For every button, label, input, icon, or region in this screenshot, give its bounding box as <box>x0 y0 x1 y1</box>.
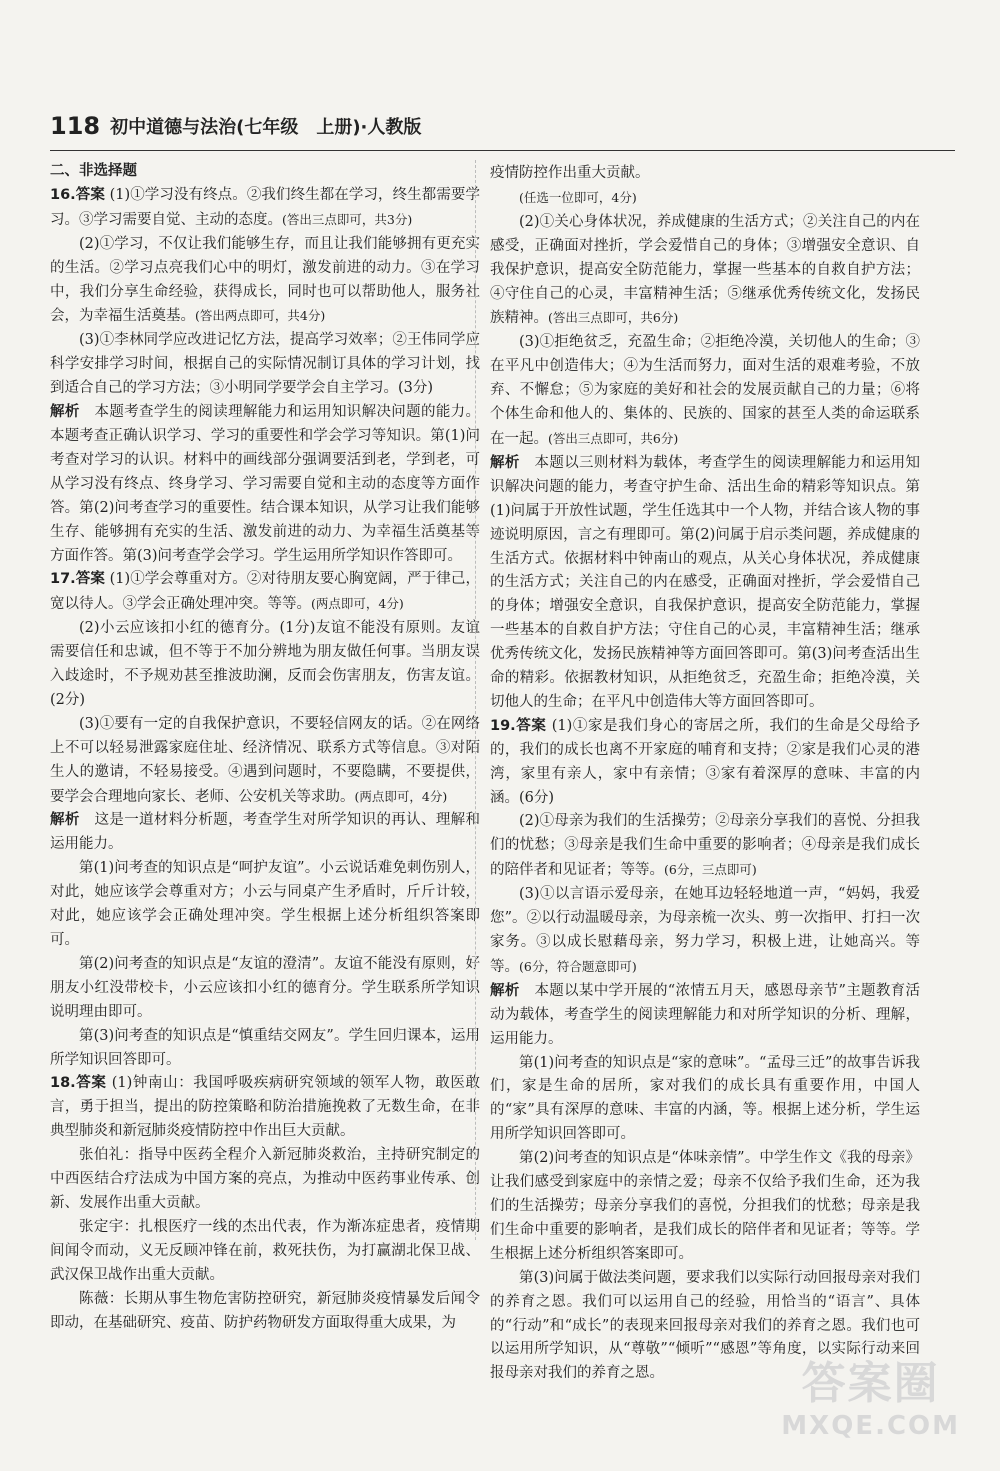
paragraph-text: 第(3)问属于做法类问题，要求我们以实际行动回报母亲对我们的养育之恩。我们可以运用自己的经验，用恰当的“语言”、具体的“行动”和“成长”的表现来回报母亲对我们的养育之恩。我们也可以运用所学知识，从“尊敬”“倾听”“感恩”等角度，以实际行动来回报母亲对我们的养育之恩。 <box>490 1269 920 1382</box>
paragraph-text: (2)①关心身体状况，养成健康的生活方式；②关注自己的内在感受，正确面对挫折，学会爱惜自己的身体；③增强安全意识、自我保护意识，提高安全防范能力，掌握一些基本的自救自护方法；④守住自己的心灵，丰富精神生活；⑤继承优秀传统文化，发扬民族精神。 <box>490 213 920 327</box>
paragraph-text: 本题以某中学开展的“浓情五月天，感恩母亲节”主题教育活动为载体，考查学生的阅读理解能力和对所学知识的分析、理解，运用能力。 <box>490 982 921 1047</box>
paragraph-text: (3)①以言语示爱母亲，在她耳边轻轻地道一声，“妈妈，我爱您”。②以行动温暖母亲，为母亲梳一次头、剪一次指甲、打扫一次家务。③以成长慰藉母亲，努力学习，积极上进，让她高兴。等等。 <box>490 886 920 975</box>
paragraph-text: (3)①拒绝贫乏，充盈生命；②拒绝冷漠，关切他人的生命；③在平凡中创造伟大；④为生活而努力，面对生活的艰难考验，不放弃、不懈怠；⑤为家庭的美好和社会的发展贡献自己的力量；⑥将个体生命和他人的、集体的、民族的、国家的甚至人类的命运联系在一起。 <box>490 334 920 447</box>
score-note: (6分，符合题意即可) <box>519 958 637 974</box>
paragraph-text: (1)①家是我们身心的寄居之所，我们的生命是父母给予的，我们的成长也离不开家庭的哺育和支持；②家是我们心灵的港湾，家里有亲人，家中有亲情；③家有着深厚的意味、丰富的内涵。(6分) <box>490 717 920 806</box>
answer-paragraph <box>490 186 920 211</box>
paragraph-text: 疫情防控作出重大贡献。 <box>490 165 650 181</box>
right-column <box>490 162 920 1386</box>
paragraph-text: 本题以三则材料为载体，考查学生的阅读理解能力和运用知识解决问题的能力，考查守护生命、活出生命的精彩等知识点。第(1)问属于开放性试题，学生任选其中一个人物，并结合该人物的事迹说明原因，言之有理即可。第(2)问属于启示类问题，养成健康的生活方式。依据材料中钟南山的观点，从关心身体状况，养成健康的生活方式；关注自己的内在感受，正确面对挫折，学会爱惜自己的身体；增强安全意识，自我保护意识，提高安全防范能力，掌握一些基本的自救自护方法；守住自己的心灵，丰富精神生活；继承优秀传统文化，发扬民族精神等方面回答即可。第(3)问考查活出生命的精彩。依据教材知识，从拒绝贫乏，充盈生命；拒绝冷漠，关切他人的生命；在平凡中创造伟大等方面回答即可。 <box>490 454 921 710</box>
paragraph-text: (1)①学会尊重对方。②对待朋友要心胸宽阔，严于律己，宽以待人。③学会正确处理冲突。等等。 <box>50 571 480 613</box>
header-rule <box>50 150 955 151</box>
paragraph-text: 本题考查学生的阅读理解能力和运用知识解决问题的能力。本题考查正确认识学习、学习的重要性和学会学习等知识。第(1)问考查对学习的认识。材料中的画线部分强调要活到老，学到老，可从学习没有终点、终身学习、学习需要自觉和主动的态度等方面作答。第(2)问考查学习的重要性。结合课本知识，从学习让我们能够生存、能够拥有充实的生活、激发前进的动力、为幸福生活奠基等方面作答。第(3)问考查学会学习。学生运用所学知识作答即可。 <box>50 404 481 564</box>
answer-label: 解析 <box>50 404 80 421</box>
score-note: (任选一位即可，4分) <box>519 189 637 205</box>
paragraph-text: 张伯礼：指导中医药全程介入新冠肺炎救治，主持研究制定的中西医结合疗法成为中国方案的亮点，为推动中医药事业传承、创新、发展作出重大贡献。 <box>50 1147 480 1211</box>
paragraph-text: 陈薇：长期从事生物危害防控研究，新冠肺炎疫情暴发后闻令即动，在基础研究、疫苗、防护药物研发方面取得重大成果，为 <box>50 1290 480 1331</box>
answer-paragraph <box>50 1288 480 1336</box>
left-column <box>50 160 480 1335</box>
paragraph-text: 第(1)问考查的知识点是“家的意味”。“孟母三迁”的故事告诉我们，家是生命的居所，家对我们的成长具有重要作用，中国人的“家”具有深厚的意味、丰富的内涵，等。根据上述分析，学生运用所学知识回答即可。 <box>490 1054 920 1143</box>
score-note: (答出三点即可，共6分) <box>548 430 679 446</box>
answer-paragraph <box>50 809 480 857</box>
paragraph-text: 第(2)问考查的知识点是“友谊的澄清”。友谊不能没有原则，好朋友小红没带校卡，小云应该扣小红的德育分。学生联系所学知识说明理由即可。 <box>50 955 480 1020</box>
answer-paragraph <box>50 1144 480 1216</box>
answer-label: 18.答案 <box>50 1075 107 1092</box>
watermark-logo <box>781 1347 960 1441</box>
paragraph-text: 第(2)问考查的知识点是“体味亲情”。中学生作文《我的母亲》让我们感受到家庭中的亲情之爱；母亲不仅给予我们生命，还为我们的生活操劳；母亲分享我们的喜悦，分担我们的忧愁；母亲是我们生命中重要的影响者，是我们成长的陪伴者和见证者；等等。学生根据上述分析组织答案即可。 <box>490 1150 920 1262</box>
answer-label: 16.答案 <box>50 186 105 203</box>
answer-label: 17.答案 <box>50 571 105 588</box>
answer-paragraph <box>50 617 480 713</box>
answer-paragraph <box>490 211 920 332</box>
paragraph-text: 张定宇：扎根医疗一线的杰出代表，作为渐冻症患者，疫情期间闻令而动，义无反顾冲锋在前，救死扶伤，为打赢湖北保卫战、武汉保卫战作出重大贡献。 <box>50 1218 480 1283</box>
answer-label: 解析 <box>490 454 520 471</box>
paragraph-text: (3)①李林同学应改进记忆方法，提高学习效率；②王伟同学应科学安排学习时间，根据自己的实际情况制订具体的学习计划，找到适合自己的学习方法；③小明同学要学会自主学习。(3分) <box>50 332 480 397</box>
answer-paragraph <box>490 452 920 715</box>
page-header <box>50 112 421 140</box>
column-divider <box>475 160 476 1240</box>
answer-paragraph <box>490 715 920 811</box>
answer-paragraph <box>50 1216 480 1288</box>
paragraph-text: 第(1)问考查的知识点是“呵护友谊”。小云说话难免刺伤别人，对此，她应该学会尊重对方；小云与同桌产生矛盾时，斤斤计较，对此，她应该学会正确处理冲突。学生根据上述分析组织答案即可。 <box>50 860 480 948</box>
answer-paragraph <box>50 401 480 568</box>
paragraph-text: (1)钟南山：我国呼吸疾病研究领域的领军人物，敢医敢言，勇于担当，提出的防控策略和防治措施挽救了无数生命，在非典型肺炎和新冠肺炎疫情防控中作出巨大贡献。 <box>50 1075 480 1140</box>
score-note: (两点即可，4分) <box>354 788 448 804</box>
book-title: 初中道德与法治(七年级 上册)·人教版 <box>110 117 422 138</box>
paragraph-text: (2)①学习，不仅让我们能够生存，而且让我们能够拥有更充实的生活。②学习点亮我们心中的明灯，激发前进的动力。③在学习中，我们分享生命经验，获得成长，同时也可以帮助他人，服务社会，为幸福生活奠基。 <box>50 235 480 325</box>
paragraph-text: 这是一道材料分析题，考查学生对所学知识的再认、理解和运用能力。 <box>50 812 481 853</box>
score-note: (答出两点即可，共4分) <box>195 308 326 324</box>
answer-paragraph <box>490 980 920 1052</box>
answer-paragraph <box>50 1025 480 1073</box>
answer-paragraph <box>50 568 480 617</box>
answer-paragraph <box>490 331 920 452</box>
answer-paragraph <box>50 857 480 953</box>
answer-paragraph <box>490 162 920 186</box>
answer-label: 解析 <box>50 812 80 829</box>
watermark-url: MXQE.COM <box>781 1411 960 1441</box>
answer-paragraph <box>490 883 920 980</box>
score-note: (两点即可，4分) <box>311 596 404 612</box>
answer-label: 解析 <box>490 982 520 999</box>
paragraph-text: (2)小云应该扣小红的德育分。(1分)友谊不能没有原则。友谊需要信任和忠诚，但不等于不加分辨地为朋友做任何事。当朋友误入歧途时，不予规劝甚至推波助澜，反而会伤害朋友，伤害友谊。(2分) <box>50 620 480 708</box>
score-note: (答出三点即可，共3分) <box>282 211 413 227</box>
answer-paragraph <box>490 1147 920 1267</box>
answer-paragraph <box>50 1072 480 1144</box>
answer-paragraph <box>490 810 920 883</box>
page-number: 118 <box>50 112 101 140</box>
paragraph-text: (1)①学习没有终点。②我们终生都在学习，终生都需要学习。③学习需要自觉、主动的态度。 <box>50 186 480 228</box>
score-note: (6分，三点即可) <box>664 862 757 878</box>
answer-paragraph <box>490 1052 920 1148</box>
answer-label: 19.答案 <box>490 717 547 734</box>
answer-paragraph <box>50 329 480 401</box>
watermark-text: 答案圈 <box>801 1358 940 1409</box>
section-title: 二、非选择题 <box>50 163 137 179</box>
score-note: (答出三点即可，共6分) <box>548 310 679 326</box>
paragraph-text: 第(3)问考查的知识点是“慎重结交网友”。学生回归课本，运用所学知识回答即可。 <box>50 1027 480 1068</box>
answer-paragraph <box>50 713 480 810</box>
answer-paragraph <box>50 953 480 1025</box>
answer-paragraph <box>50 184 480 233</box>
answer-paragraph <box>50 233 480 330</box>
paragraph-text: (3)①要有一定的自我保护意识，不要轻信网友的话。②在网络上不可以轻易泄露家庭住址、经济情况、联系方式等信息。③对陌生人的邀请，不轻易接受。④遇到问题时，不要隐瞒，不要提供，要学会合理地向家长、老师、公安机关等求助。 <box>50 715 480 805</box>
paragraph-text: (2)①母亲为我们的生活操劳；②母亲分享我们的喜悦、分担我们的忧愁；③母亲是我们生命中重要的影响者；④母亲是我们成长的陪伴者和见证者；等等。 <box>490 813 920 879</box>
